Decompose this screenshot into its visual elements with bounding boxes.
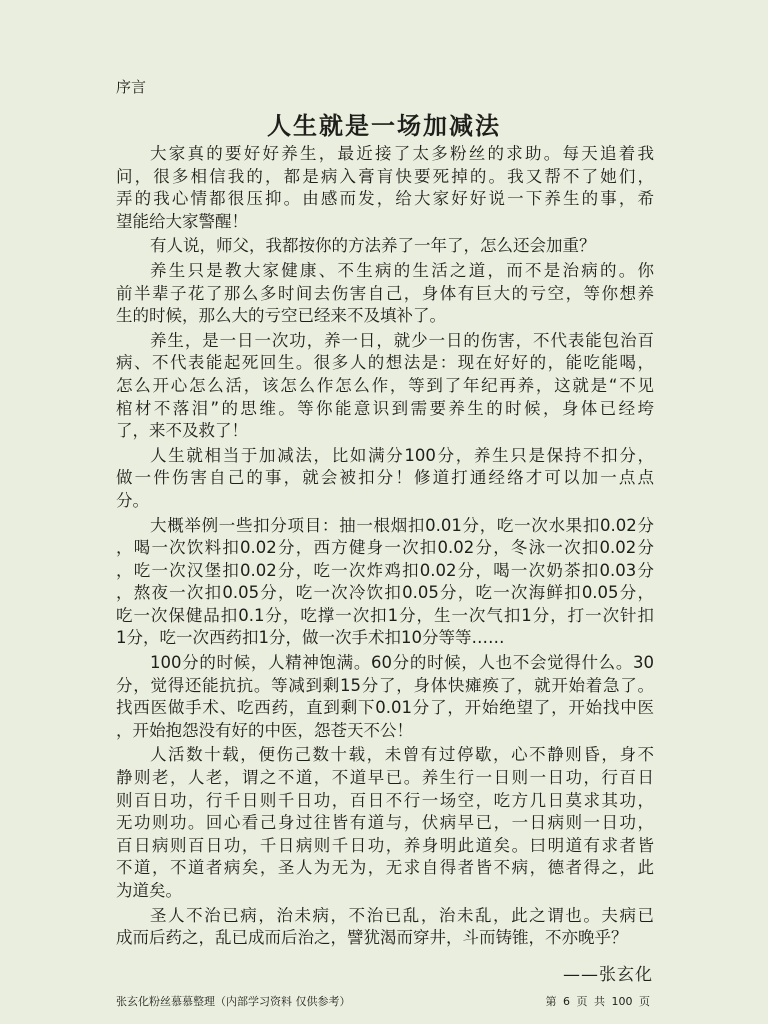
text-line: 病、不代表能起死回生。很多人的想法是：现在好好的，能吃能喝， [116, 353, 654, 373]
footer-page-number: 第 6 页 共 100 页 [545, 995, 650, 1008]
text-line: 成而后药之，乱已成而后治之，譬犹渴而穿井，斗而铸锥，不亦晚乎？ [116, 928, 628, 948]
text-line: 养生只是教大家健康、不生病的生活之道，而不是治病的。你 [150, 260, 654, 280]
text-line: 圣人不治已病，治未病，不治已乱，治未乱，此之谓也。夫病已 [150, 905, 654, 925]
paragraph [116, 744, 654, 902]
text-line: 找西医做手术、吃西药，直到剩下0.01分了，开始绝望了，开始找中医 [116, 698, 654, 718]
paragraph [116, 235, 654, 258]
document-body [116, 143, 654, 952]
paragraph [116, 652, 654, 742]
paragraph [116, 260, 654, 328]
text-line: ，喝一次饮料扣0.02分，西方健身一次扣0.02分，冬泳一次扣0.02分 [116, 538, 654, 558]
text-line: 静则老，人老，谓之不道，不道早已。养生行一日则一日功，行百日 [116, 768, 654, 788]
paragraph [116, 330, 654, 443]
section-label: 序言 [116, 78, 147, 96]
text-line: 人活数十载，便伤己数十载，未曾有过停歇，心不静则昏，身不 [150, 745, 654, 765]
text-line: 无功则功。回心看己身过往皆有道与，伏病早已，一日病则一日功， [116, 813, 654, 833]
paragraph [116, 143, 654, 233]
paragraph [116, 905, 654, 950]
footer-source-note: 张玄化粉丝慕慕整理（内部学习资料 仅供参考） [116, 995, 351, 1008]
text-line: 吃一次保健品扣0.1分，吃撑一次扣1分，生一次气扣1分，打一次针扣 [116, 605, 654, 625]
text-line: 则百日功，行千日则千日功，百日不行一场空，吃方几日莫求其功， [116, 790, 654, 810]
text-line: 问，很多相信我的，都是病入膏肓快要死掉的。我又帮不了她们， [116, 166, 654, 186]
text-line: 大概举例一些扣分项目：抽一根烟扣0.01分，吃一次水果扣0.02分 [150, 515, 654, 535]
text-line: 望能给大家警醒！ [116, 211, 248, 231]
text-line: ，熬夜一次扣0.05分，吃一次冷饮扣0.05分，吃一次海鲜扣0.05分， [116, 583, 654, 603]
text-line: 1分，吃一次西药扣1分，做一次手术扣10分等等…… [116, 628, 505, 648]
text-line: 分，觉得还能抗抗。等减到剩15分了，身体快瘫痪了，就开始着急了。 [116, 675, 654, 695]
text-line: ，开始抱怨没有好的中医，怨苍天不公！ [116, 720, 413, 740]
text-line: 怎么开心怎么活，该怎么作怎么作，等到了年纪再养，这就是“不见 [116, 375, 654, 395]
paragraph [116, 445, 654, 513]
text-line: 棺材不落泪”的思维。等你能意识到需要养生的时候，身体已经垮 [116, 398, 654, 418]
text-line: 为道矣。 [116, 881, 182, 900]
text-line: 生的时候，那么大的亏空已经来不及填补了。 [116, 306, 446, 326]
paragraph [116, 515, 654, 651]
text-line: 前半辈子花了那么多时间去伤害自己，身体有巨大的亏空，等你想养 [116, 283, 654, 303]
text-line: 弄的我心情都很压抑。由感而发，给大家好好说一下养生的事，希 [116, 189, 654, 209]
page-title: 人生就是一场加减法 [267, 112, 501, 140]
text-line: 百日病则百日功，千日病则千日功，养身明此道矣。曰明道有求者皆 [116, 835, 654, 855]
text-line: 人生就相当于加减法，比如满分100分，养生只是保持不扣分， [150, 445, 654, 465]
text-line: 有人说，师父，我都按你的方法养了一年了，怎么还会加重？ [150, 236, 596, 256]
text-line: 了，来不及救了！ [116, 421, 248, 441]
author-signature: ——张玄化 [563, 965, 653, 985]
text-line: 养生，是一日一次功，养一日，就少一日的伤害，不代表能包治百 [150, 330, 654, 350]
text-line: 大家真的要好好养生，最近接了太多粉丝的求助。每天追着我 [150, 144, 654, 163]
text-line: 分。 [116, 490, 149, 510]
text-line: 做一件伤害自己的事，就会被扣分！修道打通经络才可以加一点点 [116, 468, 654, 488]
text-line: 不道，不道者病矣，圣人为无为，无求自得者皆不病，德者得之，此 [116, 858, 654, 878]
text-line: 100分的时候，人精神饱满。60分的时候，人也不会觉得什么。30 [150, 653, 654, 673]
text-line: ，吃一次汉堡扣0.02分，吃一次炸鸡扣0.02分，喝一次奶茶扣0.03分 [116, 560, 654, 580]
